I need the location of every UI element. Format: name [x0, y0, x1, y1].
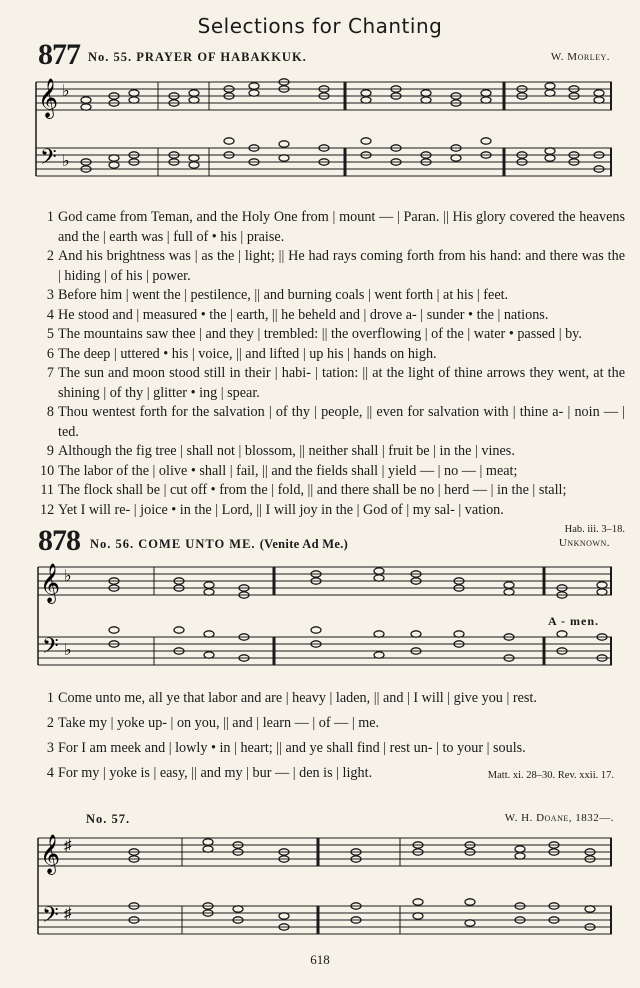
svg-text:♭: ♭ — [64, 642, 72, 659]
hymn-877-number: 877 — [38, 38, 80, 71]
no-57-music-staff — [34, 826, 614, 944]
verse-line: 3 For I am meek and | lowly • in | heart; || and ye shall find | rest un- | to your | souls. — [46, 740, 526, 756]
hymn-878-number: 878 — [38, 524, 80, 557]
verse-line: 7 The sun and moon stood still in their | habi- | tation: || at the light of thine arrows they went, at the shining | of thy | glitter • ing | spear. — [46, 365, 625, 401]
svg-text:♭: ♭ — [62, 153, 70, 170]
verse-line: 5 The mountains saw thee | and they | trembled: || the overflowing | of the | water • passed | by. — [46, 326, 582, 342]
svg-text:𝄞: 𝄞 — [40, 563, 61, 603]
verse-line: 3 Before him | went the | pestilence, || and burning coals | went forth | at his | feet. — [46, 287, 509, 303]
verse-line: 4 For my | yoke is | easy, || and my | bur — | den is | light. — [46, 765, 373, 781]
verse-line: 2 And his brightness was | as the | light; || He had rays coming forth from his hand: and there was the | hiding | of his | power. — [46, 248, 625, 284]
verse-line: 11 The flock shall be | cut off • from the | fold, || and there shall be no | herd — | in the | stall; — [40, 482, 567, 498]
hymn-878-composer: Unknown. — [558, 537, 610, 549]
hymn-878-subheading: (Venite Ad Me.) — [259, 537, 349, 551]
no-57-composer: W. H. Doane, 1832—. — [504, 812, 614, 824]
page-title: Selections for Chanting — [197, 14, 443, 38]
hymn-878-music-staff — [34, 555, 614, 675]
verse-line: 2 Take my | yoke up- | on you, || and | learn — | of — | me. — [46, 715, 380, 731]
verse-line: 8 Thou wentest forth for the salvation | of thy | people, || even for salvation with | thine a- | noin — | ted. — [46, 404, 625, 440]
verse-line: 1 Come unto me, all ye that labor and are | heavy | laden, || and | I will | give you | rest. — [46, 690, 537, 706]
svg-text:♯: ♯ — [64, 906, 72, 922]
hymn-878-title — [90, 537, 348, 552]
verse-line: 9 Although the fig tree | shall not | blossom, || neither shall | fruit be | in the | vines. — [46, 443, 515, 459]
svg-text:𝄢: 𝄢 — [40, 145, 57, 175]
svg-text:𝄞: 𝄞 — [38, 78, 59, 118]
hymn-877-verses — [40, 208, 625, 540]
svg-text:𝄢: 𝄢 — [42, 903, 59, 933]
hymn-877-music-staff — [34, 62, 614, 198]
svg-text:𝄢: 𝄢 — [42, 634, 59, 664]
verse-line: 1 God came from Teman, and the Holy One from | mount — | Paran. || His glory covered the heavens and the | earth was | full of • his | praise. — [46, 209, 625, 245]
verse-line: 10 The labor of the | olive • shall | fail, || and the fields shall | yield — | no — | meat; — [40, 462, 518, 479]
verse-line: 4 He stood and | measured • the | earth, || he beheld and | drove a- | sunder • the | nations. — [46, 306, 549, 323]
verse-line: 6 The deep | uttered • his | voice, || and lifted | up his | hands on high. — [46, 345, 437, 362]
amen-lyric: A - men. — [548, 614, 599, 628]
hymn-878-heading: No. 56. COME UNTO ME. — [90, 537, 256, 551]
svg-text:♭: ♭ — [62, 83, 70, 100]
svg-text:𝄞: 𝄞 — [40, 834, 61, 874]
no-57-title: No. 57. — [86, 812, 131, 826]
svg-text:♯: ♯ — [64, 838, 72, 854]
hymn-877-composer: W. Morley. — [550, 51, 610, 63]
hymn-877-scripture-reference: Hab. iii. 3–18. — [564, 524, 625, 535]
hymn-877-title: No. 55. PRAYER OF HABAKKUK. — [88, 50, 307, 64]
svg-text:♭: ♭ — [64, 568, 72, 585]
verse-line: 12 Yet I will re- | joice • in the | Lord, || I will joy in the | God of | my sal- | vation. — [40, 501, 504, 518]
page-number: 618 — [310, 952, 330, 967]
hymn-878-scripture-reference: Matt. xi. 28–30. Rev. xxii. 17. — [487, 770, 614, 781]
